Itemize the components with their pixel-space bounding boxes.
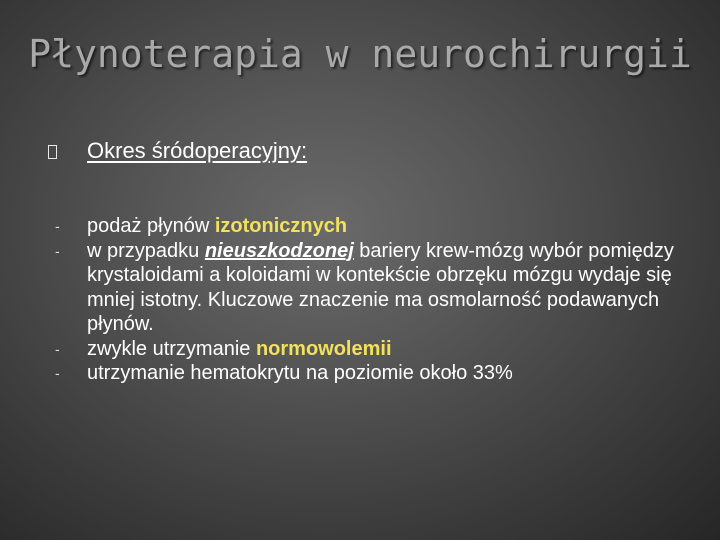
list-item-text <box>87 214 695 239</box>
list-item-text <box>87 361 695 386</box>
item-text-plain: bariery krew-mózg wybór pomiędzy krystaloidami a koloidami w kontekście obrzęku mózgu wydaje się mniej istotny. Kluczowe znaczenie ma osmolarność podawanych płynów. <box>87 239 674 335</box>
square-bullet-icon <box>48 145 57 159</box>
item-text-plain: w przypadku <box>87 239 205 262</box>
emphasis-text: nieuszkodzonej <box>204 239 354 262</box>
list-item <box>55 214 695 239</box>
slide-title: Płynoterapia w neurochirurgii <box>28 32 692 76</box>
highlight-text: izotonicznych <box>214 215 348 237</box>
list-item-text <box>87 239 695 337</box>
list-item-text <box>87 337 695 362</box>
bullet-list <box>55 214 695 386</box>
list-item <box>55 361 695 386</box>
dash-bullet: - <box>55 340 60 357</box>
section-heading: Okres śródoperacyjny: <box>87 138 308 163</box>
list-item <box>55 239 695 337</box>
dash-bullet: - <box>55 365 60 381</box>
item-text-plain: podaż płynów <box>87 215 215 237</box>
dash-bullet: - <box>55 218 60 234</box>
item-text-plain: zwykle utrzymanie <box>87 337 256 360</box>
list-item <box>55 337 695 362</box>
highlight-text: normowolemii <box>255 337 392 360</box>
dash-bullet: - <box>55 242 60 259</box>
item-text-plain: utrzymanie hematokrytu na poziomie około 33% <box>87 362 513 384</box>
